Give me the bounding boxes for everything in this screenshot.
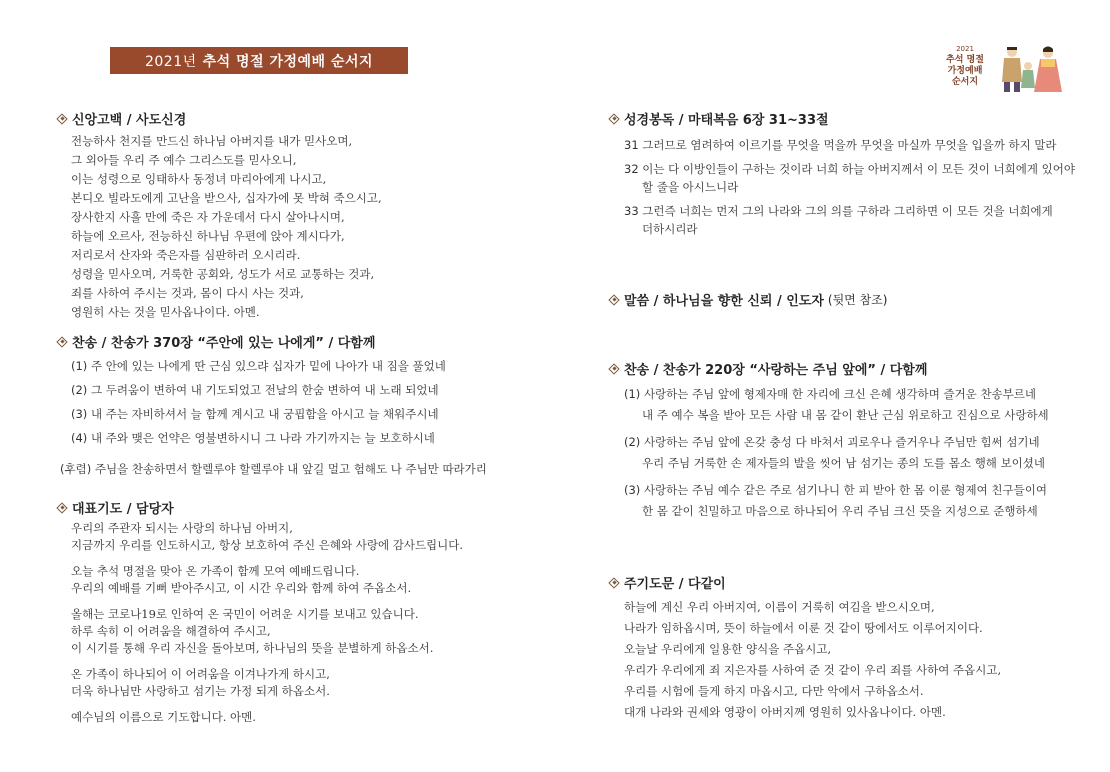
creed-line: 이는 성령으로 잉태하사 동정녀 마리아에게 나시고, (71, 172, 327, 186)
hymn1-verse: (4) 내 주와 맺은 언약은 영불변하시니 그 나라 가기까지는 늘 보호하시네 (71, 431, 435, 445)
diamond-bullet-icon (608, 363, 620, 375)
logo-year: 2021 (956, 45, 974, 53)
creed-line: 본디오 빌라도에게 고난을 받으사, 십자가에 못 박혀 죽으시고, (71, 191, 382, 205)
creed-line: 죄를 사하여 주시는 것과, 몸이 다시 사는 것과, (71, 286, 304, 300)
hymn1-verse: (1) 주 안에 있는 나에게 딴 근심 있으랴 십자가 밑에 나아가 내 짐을 풀었네 (71, 359, 446, 373)
reading-verse-cont: 더하시리라 (642, 222, 698, 236)
diamond-bullet-icon (608, 294, 620, 306)
prayer-line: 온 가족이 하나되어 이 어려움을 이겨나가게 하시고, (71, 667, 330, 681)
hymn2-verses (624, 384, 1049, 522)
sermon-note: (뒷면 참조) (827, 293, 888, 307)
prayer-line: 오늘 추석 명절을 맞아 온 가족이 함께 모여 예배드립니다. (71, 564, 360, 578)
lordsprayer-text (624, 597, 1001, 723)
logo-line1: 추석 명절 (946, 55, 984, 65)
lordsprayer-line: 오늘날 우리에게 일용한 양식을 주옵시고, (624, 642, 832, 656)
hymn2-verse: (2) 사랑하는 주님 앞에 온갖 충성 다 바쳐서 괴로우나 즐거우나 주님만 힘써 섬기네 (624, 435, 1040, 449)
lordsprayer-heading-text: 주기도문 / 다같이 (624, 577, 726, 592)
hymn1-verse: (3) 내 주는 자비하셔서 늘 함께 계시고 내 궁핍함을 아시고 늘 채워주시네 (71, 407, 439, 421)
hymn2-verse-cont: 내 주 예수 복을 받아 모든 사람 내 몸 같이 환난 근심 위로하고 진심으로 사랑하세 (642, 408, 1049, 422)
diamond-bullet-icon (608, 113, 620, 125)
family-illustration-icon (990, 44, 1070, 94)
hymn1-verse: (2) 그 두려움이 변하여 내 기도되었고 전날의 한숨 변하여 내 노래 되었네 (71, 383, 439, 397)
diamond-bullet-icon (608, 577, 620, 589)
prayer-text (71, 520, 463, 726)
creed-line: 전능하사 천지를 만드신 하나님 아버지를 내가 믿사오며, (71, 134, 353, 148)
hymn2-verse: (3) 사랑하는 주님 예수 같은 주로 섬기나니 한 피 받아 한 몸 이룬 형제여 친구들이여 (624, 483, 1047, 497)
hymn2-verse: (1) 사랑하는 주님 앞에 형제자매 한 자리에 크신 은혜 생각하며 즐거운 찬송부르네 (624, 387, 1036, 401)
prayer-line: 이 시기를 통해 우리 자신을 돌아보며, 하나님의 뜻을 분별하게 하옵소서. (71, 641, 434, 655)
reading-verse: 31 그러므로 염려하여 이르기를 무엇을 먹을까 무엇을 마실까 무엇을 입을까 하지 말라 (624, 138, 1057, 152)
lordsprayer-line: 우리가 우리에게 죄 지은자를 사하여 준 것 같이 우리 죄를 사하여 주옵시고, (624, 663, 1002, 677)
hymn1-verses (71, 354, 446, 450)
hymn1-heading-text: 찬송 / 찬송가 370장 “주안에 있는 나에게” / 다함께 (72, 336, 376, 351)
lordsprayer-heading (608, 573, 726, 592)
hymn2-verse-cont: 우리 주님 거룩한 손 제자들의 발을 씻어 남 섬기는 종의 도를 몸소 행해 보이셨네 (642, 456, 1046, 470)
hymn1-refrain: (후렴) 주님을 찬송하면서 할렐루야 할렐루야 내 앞길 멀고 험해도 나 주님만 따라가리 (60, 462, 487, 476)
creed-heading (56, 109, 186, 128)
logo (940, 44, 1070, 94)
prayer-line: 우리의 주관자 되시는 사랑의 하나님 아버지, (71, 521, 293, 535)
lordsprayer-line: 우리를 시험에 들게 하지 마옵시고, 다만 악에서 구하옵소서. (624, 684, 924, 698)
reading-verses (624, 136, 1075, 238)
logo-line2: 가정예배 (947, 66, 983, 76)
lordsprayer-line: 나라가 임하옵시며, 뜻이 하늘에서 이룬 것 같이 땅에서도 이루어지이다. (624, 621, 983, 635)
creed-line: 장사한지 사흘 만에 죽은 자 가운데서 다시 살아나시며, (71, 210, 345, 224)
prayer-line: 올해는 코로나19로 인하여 온 국민이 어려운 시기를 보내고 있습니다. (71, 607, 419, 621)
diamond-bullet-icon (56, 113, 68, 125)
creed-text (71, 132, 382, 322)
creed-line: 그 외아들 우리 주 예수 그리스도를 믿사오니, (71, 153, 297, 167)
prayer-line: 예수님의 이름으로 기도합니다. 아멘. (71, 710, 256, 724)
sermon-heading-text: 말씀 / 하나님을 향한 신뢰 / 인도자 (624, 294, 824, 309)
reading-verse-cont: 할 줄을 아시느니라 (642, 180, 739, 194)
hymn2-verse-cont: 한 몸 같이 친밀하고 마음으로 하나되어 우리 주님 크신 뜻을 지성으로 준행하세 (642, 504, 1038, 518)
prayer-line: 우리의 예배를 기뻐 받아주시고, 이 시간 우리와 함께 하여 주옵소서. (71, 581, 412, 595)
banner-title: 추석 명절 가정예배 순서지 (202, 53, 374, 70)
creed-line: 성령을 믿사오며, 거룩한 공회와, 성도가 서로 교통하는 것과, (71, 267, 375, 281)
prayer-line: 지금까지 우리를 인도하시고, 항상 보호하여 주신 은혜와 사랑에 감사드립니다. (71, 538, 464, 552)
diamond-bullet-icon (56, 336, 68, 348)
prayer-heading-text: 대표기도 / 담당자 (72, 502, 174, 517)
prayer-line: 더욱 하나님만 사랑하고 섬기는 가정 되게 하옵소서. (71, 684, 330, 698)
lordsprayer-line: 대개 나라와 권세와 영광이 아버지께 영원히 있사옵나이다. 아멘. (624, 705, 946, 719)
hymn2-heading (608, 359, 927, 378)
title-banner (110, 47, 408, 74)
prayer-heading (56, 498, 174, 517)
reading-verse: 33 그런즉 너희는 먼저 그의 나라와 그의 의를 구하라 그리하면 이 모든 것을 너희에게 (624, 204, 1053, 218)
hymn1-heading (56, 332, 375, 351)
sermon-heading (608, 290, 887, 309)
diamond-bullet-icon (56, 502, 68, 514)
creed-heading-text: 신앙고백 / 사도신경 (72, 113, 187, 128)
creed-line: 영원히 사는 것을 믿사옵나이다. 아멘. (71, 305, 260, 319)
hymn2-heading-text: 찬송 / 찬송가 220장 “사랑하는 주님 앞에” / 다함께 (624, 363, 928, 378)
reading-heading-text: 성경봉독 / 마태복음 6장 31~33절 (624, 113, 829, 128)
reading-heading (608, 109, 829, 128)
reading-verse: 32 이는 다 이방인들이 구하는 것이라 너희 하늘 아버지께서 이 모든 것이 너희에게 있어야 (624, 162, 1075, 176)
banner-year: 2021년 (144, 53, 197, 70)
logo-line3: 순서지 (951, 77, 979, 87)
creed-line: 저리로서 산자와 죽은자를 심판하러 오시리라. (71, 248, 301, 262)
lordsprayer-line: 하늘에 계신 우리 아버지여, 이름이 거룩히 여김을 받으시오며, (624, 600, 935, 614)
prayer-line: 하루 속히 이 어려움을 해결하여 주시고, (71, 624, 271, 638)
logo-text (940, 44, 990, 88)
creed-line: 하늘에 오르사, 전능하신 하나님 우편에 앉아 계시다가, (71, 229, 345, 243)
